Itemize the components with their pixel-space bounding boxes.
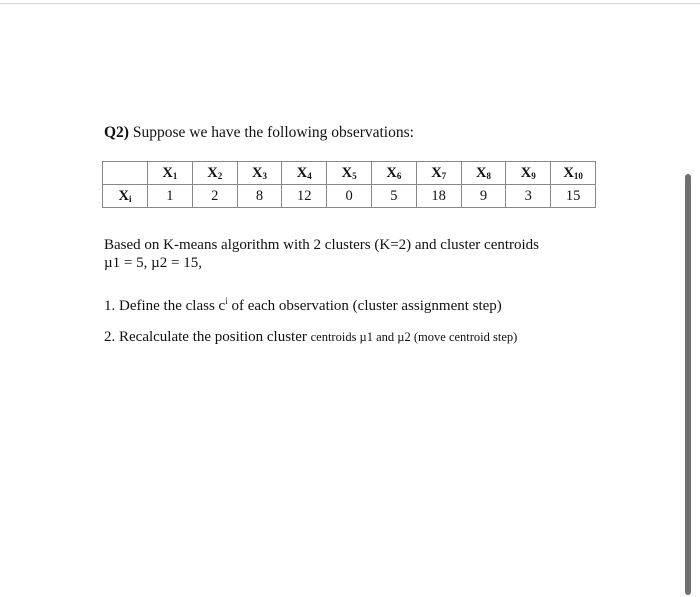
header-cell: $X_8$: [461, 162, 506, 185]
value-cell: 1: [148, 185, 193, 208]
header-cell: $X_5$: [327, 162, 372, 185]
question-text: Suppose we have the following observations:: [128, 124, 414, 141]
table-row: [103, 185, 596, 208]
top-divider: [0, 3, 700, 4]
header-cell: $X_3$: [237, 162, 282, 185]
value-cell: 8: [237, 185, 282, 208]
value-cell: 9: [461, 185, 506, 208]
value-cell: 12: [282, 185, 327, 208]
header-cell: $X_1$: [148, 162, 193, 185]
value-cell: 5: [371, 185, 416, 208]
question-heading: [104, 124, 414, 142]
header-cell: $X_7$: [416, 162, 461, 185]
header-cell: $X_4$: [282, 162, 327, 185]
intro-line-1: Based on K-means algorithm with 2 clusters (K=2) and cluster centroids: [104, 237, 540, 253]
table-corner-cell: [103, 162, 148, 185]
value-cell: 0: [327, 185, 372, 208]
header-cell: $X_{10}$: [551, 162, 596, 185]
row-label-cell: $X_i$: [103, 185, 148, 208]
step-1-text: 1. Define the class $c^i$ of each observation (cluster assignment step): [104, 296, 502, 314]
value-cell: 3: [506, 185, 551, 208]
intro-line-2: µ1 = 5, µ2 = 15,: [104, 255, 202, 271]
step-2-text: 2. Recalculate the position cluster centroids µ1 and µ2 (move centroid step): [104, 329, 518, 345]
vertical-scrollbar[interactable]: [685, 174, 691, 595]
value-cell: 2: [192, 185, 237, 208]
table-header-row: [103, 162, 596, 185]
header-cell: $X_6$: [371, 162, 416, 185]
question-number: Q2): [104, 124, 129, 141]
header-cell: $X_2$: [192, 162, 237, 185]
value-cell: 18: [416, 185, 461, 208]
observations-table: [102, 161, 596, 208]
value-cell: 15: [551, 185, 596, 208]
header-cell: $X_9$: [506, 162, 551, 185]
